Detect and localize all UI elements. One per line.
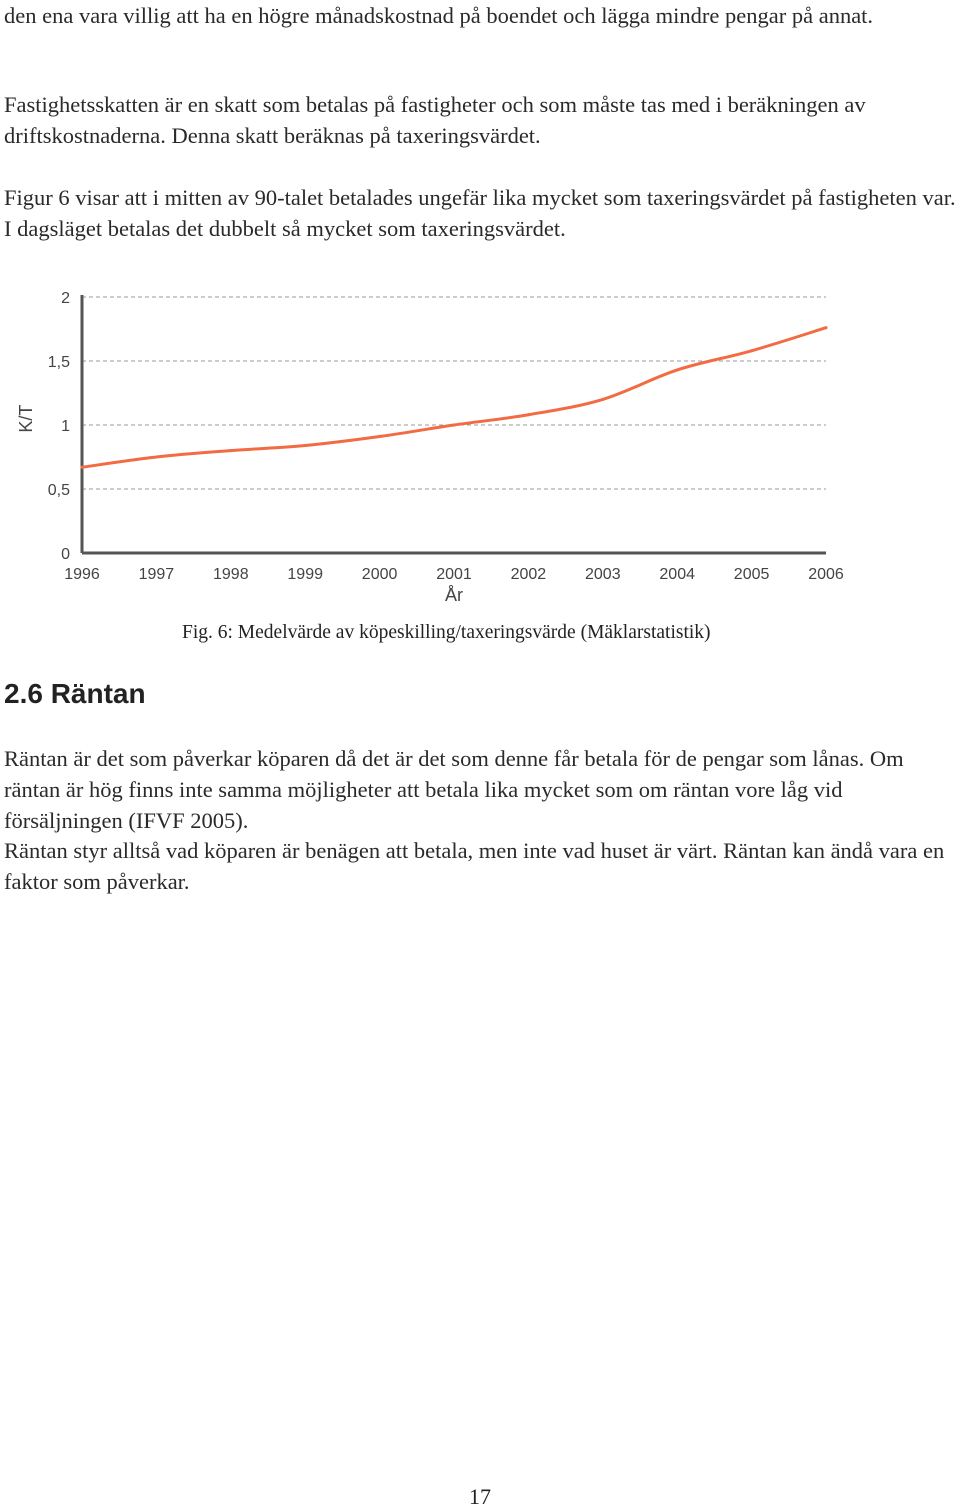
data-point: [453, 424, 456, 427]
x-axis-title: År: [445, 585, 463, 605]
x-tick-label: 2006: [808, 566, 844, 583]
section-heading: 2.6 Räntan: [4, 678, 146, 709]
interest-rate-conclusion-paragraph: Räntan styr alltså vad köparen är benägen att betala, men inte vad huset är värt. Räntan kan ändå vara en faktor som påverkar.: [4, 838, 945, 894]
x-tick-label: 1997: [138, 566, 175, 583]
kt-ratio-chart: [0, 280, 960, 610]
figure-caption: Fig. 6: Medelvärde av köpeskilling/taxeringsvärde (Mäklarstatistik): [182, 622, 711, 643]
y-axis-title: K/T: [16, 404, 36, 433]
x-tick-label: 2001: [436, 566, 472, 583]
x-tick-label: 1999: [287, 566, 323, 583]
y-tick-label: 0: [61, 546, 70, 563]
property-tax-paragraph: Fastighetsskatten är en skatt som betalas på fastigheter och som måste tas med i beräkningen av driftskostnaderna. Denna skatt beräknas på taxeringsvärdet.: [4, 92, 866, 148]
data-point: [378, 435, 381, 438]
interest-rate-paragraph: Räntan är det som påverkar köparen då det är det som denne får betala för de pengar som lånas. Om räntan är hög finns inte samma möjligheter att betala lika mycket som om räntan vore låg vid försäljningen (IFVF 2005).: [4, 746, 904, 833]
data-point: [81, 466, 84, 469]
data-point: [527, 413, 530, 416]
data-point: [750, 349, 753, 352]
x-tick-label: 2004: [659, 566, 695, 583]
series-line-0: [82, 328, 826, 468]
data-point: [304, 444, 307, 447]
y-tick-label: 0,5: [47, 482, 70, 499]
y-tick-label: 1: [61, 418, 70, 435]
y-tick-label: 1,5: [47, 354, 70, 371]
x-tick-label: 2005: [733, 566, 770, 583]
x-tick-label: 2002: [510, 566, 547, 583]
chart-svg: [0, 280, 960, 610]
data-point: [676, 368, 679, 371]
page-number: 17: [469, 1484, 491, 1509]
data-point: [601, 398, 604, 401]
data-point: [229, 449, 232, 452]
data-point: [155, 456, 158, 459]
x-tick-label: 1998: [213, 566, 249, 583]
x-tick-label: 2000: [361, 566, 398, 583]
intro-paragraph: den ena vara villig att ha en högre månadskostnad på boendet och lägga mindre pengar på annat.: [4, 3, 874, 28]
figure-6-paragraph: Figur 6 visar att i mitten av 90-talet betalades ungefär lika mycket som taxeringsvärdet på fastigheten var. I dagsläget betalas det dubbelt så mycket som taxeringsvärdet.: [4, 185, 956, 241]
y-tick-label: 2: [61, 290, 70, 307]
data-point: [825, 326, 828, 329]
x-tick-label: 2003: [585, 566, 621, 583]
x-tick-label: 1996: [64, 566, 100, 583]
